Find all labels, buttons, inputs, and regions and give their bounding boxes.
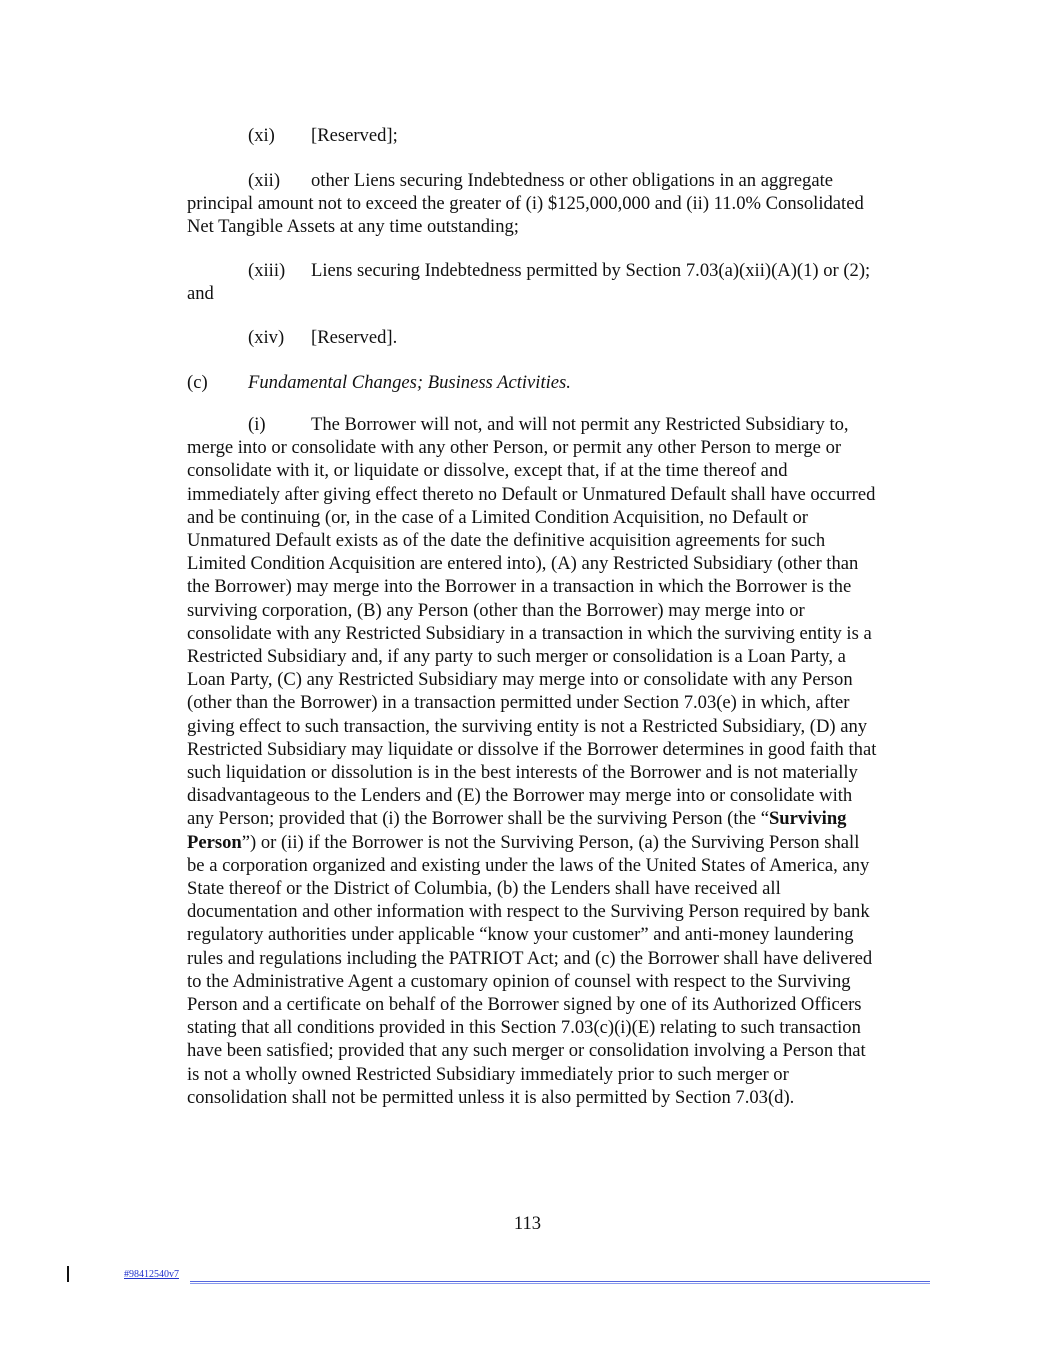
paragraph-line: merge into or consolidate with any other Person, or permit any other Person to merge or bbox=[187, 437, 842, 459]
paragraph-line: stating that all conditions provided in this Section 7.03(c)(i)(E) relating to such transaction bbox=[187, 1017, 861, 1039]
paragraph-line: regulatory authorities under applicable “know your customer” and anti-money laundering bbox=[187, 924, 854, 946]
page-number: 113 bbox=[513, 1213, 542, 1234]
paragraph-line: Person and a certificate on behalf of the Borrower signed by one of its Authorized Officers bbox=[187, 994, 862, 1016]
item-number: (xiv) bbox=[248, 327, 285, 348]
paragraph-line: consolidate with it, or liquidate or dissolve, except that, if at the time thereof and bbox=[187, 460, 788, 482]
paragraph-line-defined-term bbox=[187, 807, 932, 830]
paragraph-line: to the Administrative Agent a customary opinion of counsel with respect to the Surviving bbox=[187, 970, 851, 992]
paragraph-line: and be continuing (or, in the case of a Limited Condition Acquisition, no Default or bbox=[187, 506, 808, 528]
paragraph-number: (i) bbox=[248, 414, 266, 435]
item-text-line: Net Tangible Assets at any time outstanding; bbox=[187, 216, 519, 238]
paragraph-line: Unmatured Default exists as of the date the definitive acquisition agreements for such bbox=[187, 530, 826, 551]
paragraph-line: have been satisfied; provided that any such merger or consolidation involving a Person that bbox=[187, 1040, 866, 1062]
item-text-line: and bbox=[187, 283, 214, 305]
paragraph-line: documentation and other information with respect to the Surviving Person required by bank bbox=[187, 901, 870, 923]
paragraph-line: surviving corporation, (B) any Person (other than the Borrower) may merge into or bbox=[187, 599, 805, 621]
item-text: [Reserved]. bbox=[311, 327, 398, 348]
paragraph-line: be a corporation organized and existing under the laws of the United States of America, any bbox=[187, 854, 870, 876]
paragraph-line: immediately after giving effect thereto no Default or Unmatured Default shall have occurred bbox=[187, 483, 876, 505]
line-text: any Person; provided that (i) the Borrower shall be the surviving Person (the “ bbox=[187, 808, 769, 830]
defined-term-person: Person bbox=[187, 831, 242, 853]
paragraph-line: Limited Condition Acquisition are entered into), (A) any Restricted Subsidiary (other than bbox=[187, 553, 859, 575]
item-text-line: principal amount not to exceed the greater of (i) $125,000,000 and (ii) 11.0% Consolidated bbox=[187, 193, 864, 215]
paragraph-line: is not a wholly owned Restricted Subsidiary immediately prior to such merger or bbox=[187, 1063, 789, 1085]
document-id: #98412540v7 bbox=[124, 1269, 179, 1280]
paragraph-line: such liquidation or dissolution is in the best interests of the Borrower and is not materially bbox=[187, 762, 858, 784]
item-number: (xiii) bbox=[248, 260, 286, 281]
item-xiii bbox=[187, 259, 932, 305]
item-text-first-line: Liens securing Indebtedness permitted by Section 7.03(a)(xii)(A)(1) or (2); bbox=[311, 260, 871, 281]
paragraph-line: rules and regulations including the PATRIOT Act; and (c) the Borrower shall have delivered bbox=[187, 947, 873, 969]
footer-rule-secondary bbox=[190, 1283, 930, 1284]
item-xi bbox=[187, 124, 932, 147]
paragraph-first-line: The Borrower will not, and will not permit any Restricted Subsidiary to, bbox=[311, 414, 849, 435]
section-number: (c) bbox=[187, 372, 208, 393]
item-text: [Reserved]; bbox=[311, 125, 398, 146]
item-xiv bbox=[187, 326, 932, 349]
section-title: Fundamental Changes; Business Activities. bbox=[248, 372, 571, 393]
paragraph-line: consolidate with any Restricted Subsidiary in a transaction in which the surviving entity is a bbox=[187, 622, 872, 644]
defined-term-surviving: Surviving bbox=[768, 808, 847, 830]
item-number: (xii) bbox=[248, 170, 281, 191]
paragraph-line: giving effect to such transaction, the surviving entity is not a Restricted Subsidiary, (D) any bbox=[187, 715, 868, 737]
footer-rule bbox=[190, 1281, 930, 1282]
paragraph-i bbox=[187, 413, 932, 1109]
change-bar bbox=[67, 1266, 69, 1282]
paragraph-line: (other than the Borrower) in a transaction permitted under Section 7.03(e) in which, after bbox=[187, 692, 850, 714]
paragraph-line: Restricted Subsidiary and, if any party to such merger or consolidation is a Loan Party, a bbox=[187, 646, 846, 668]
paragraph-line: State thereof or the District of Columbia, (b) the Lenders shall have received all bbox=[187, 878, 781, 900]
paragraph-line: disadvantageous to the Lenders and (E) the Borrower may merge into or consolidate with bbox=[187, 785, 853, 807]
item-text-first-line: other Liens securing Indebtedness or other obligations in an aggregate bbox=[311, 170, 834, 191]
item-number: (xi) bbox=[248, 125, 275, 146]
line-text: ”) or (ii) if the Borrower is not the Surviving Person, (a) the Surviving Person shall bbox=[241, 831, 860, 853]
paragraph-line: consolidation shall not be permitted unless it is also permitted by Section 7.03(d). bbox=[187, 1086, 795, 1108]
paragraph-line-defined-term bbox=[187, 831, 932, 854]
paragraph-line: the Borrower) may merge into the Borrower in a transaction in which the Borrower is the bbox=[187, 576, 852, 598]
paragraph-line: Loan Party, (C) any Restricted Subsidiary may merge into or consolidate with any Person bbox=[187, 669, 853, 691]
paragraph-line: Restricted Subsidiary may liquidate or dissolve if the Borrower determines in good faith that bbox=[187, 738, 877, 760]
section-c-heading bbox=[187, 371, 932, 394]
item-xii bbox=[187, 169, 932, 239]
